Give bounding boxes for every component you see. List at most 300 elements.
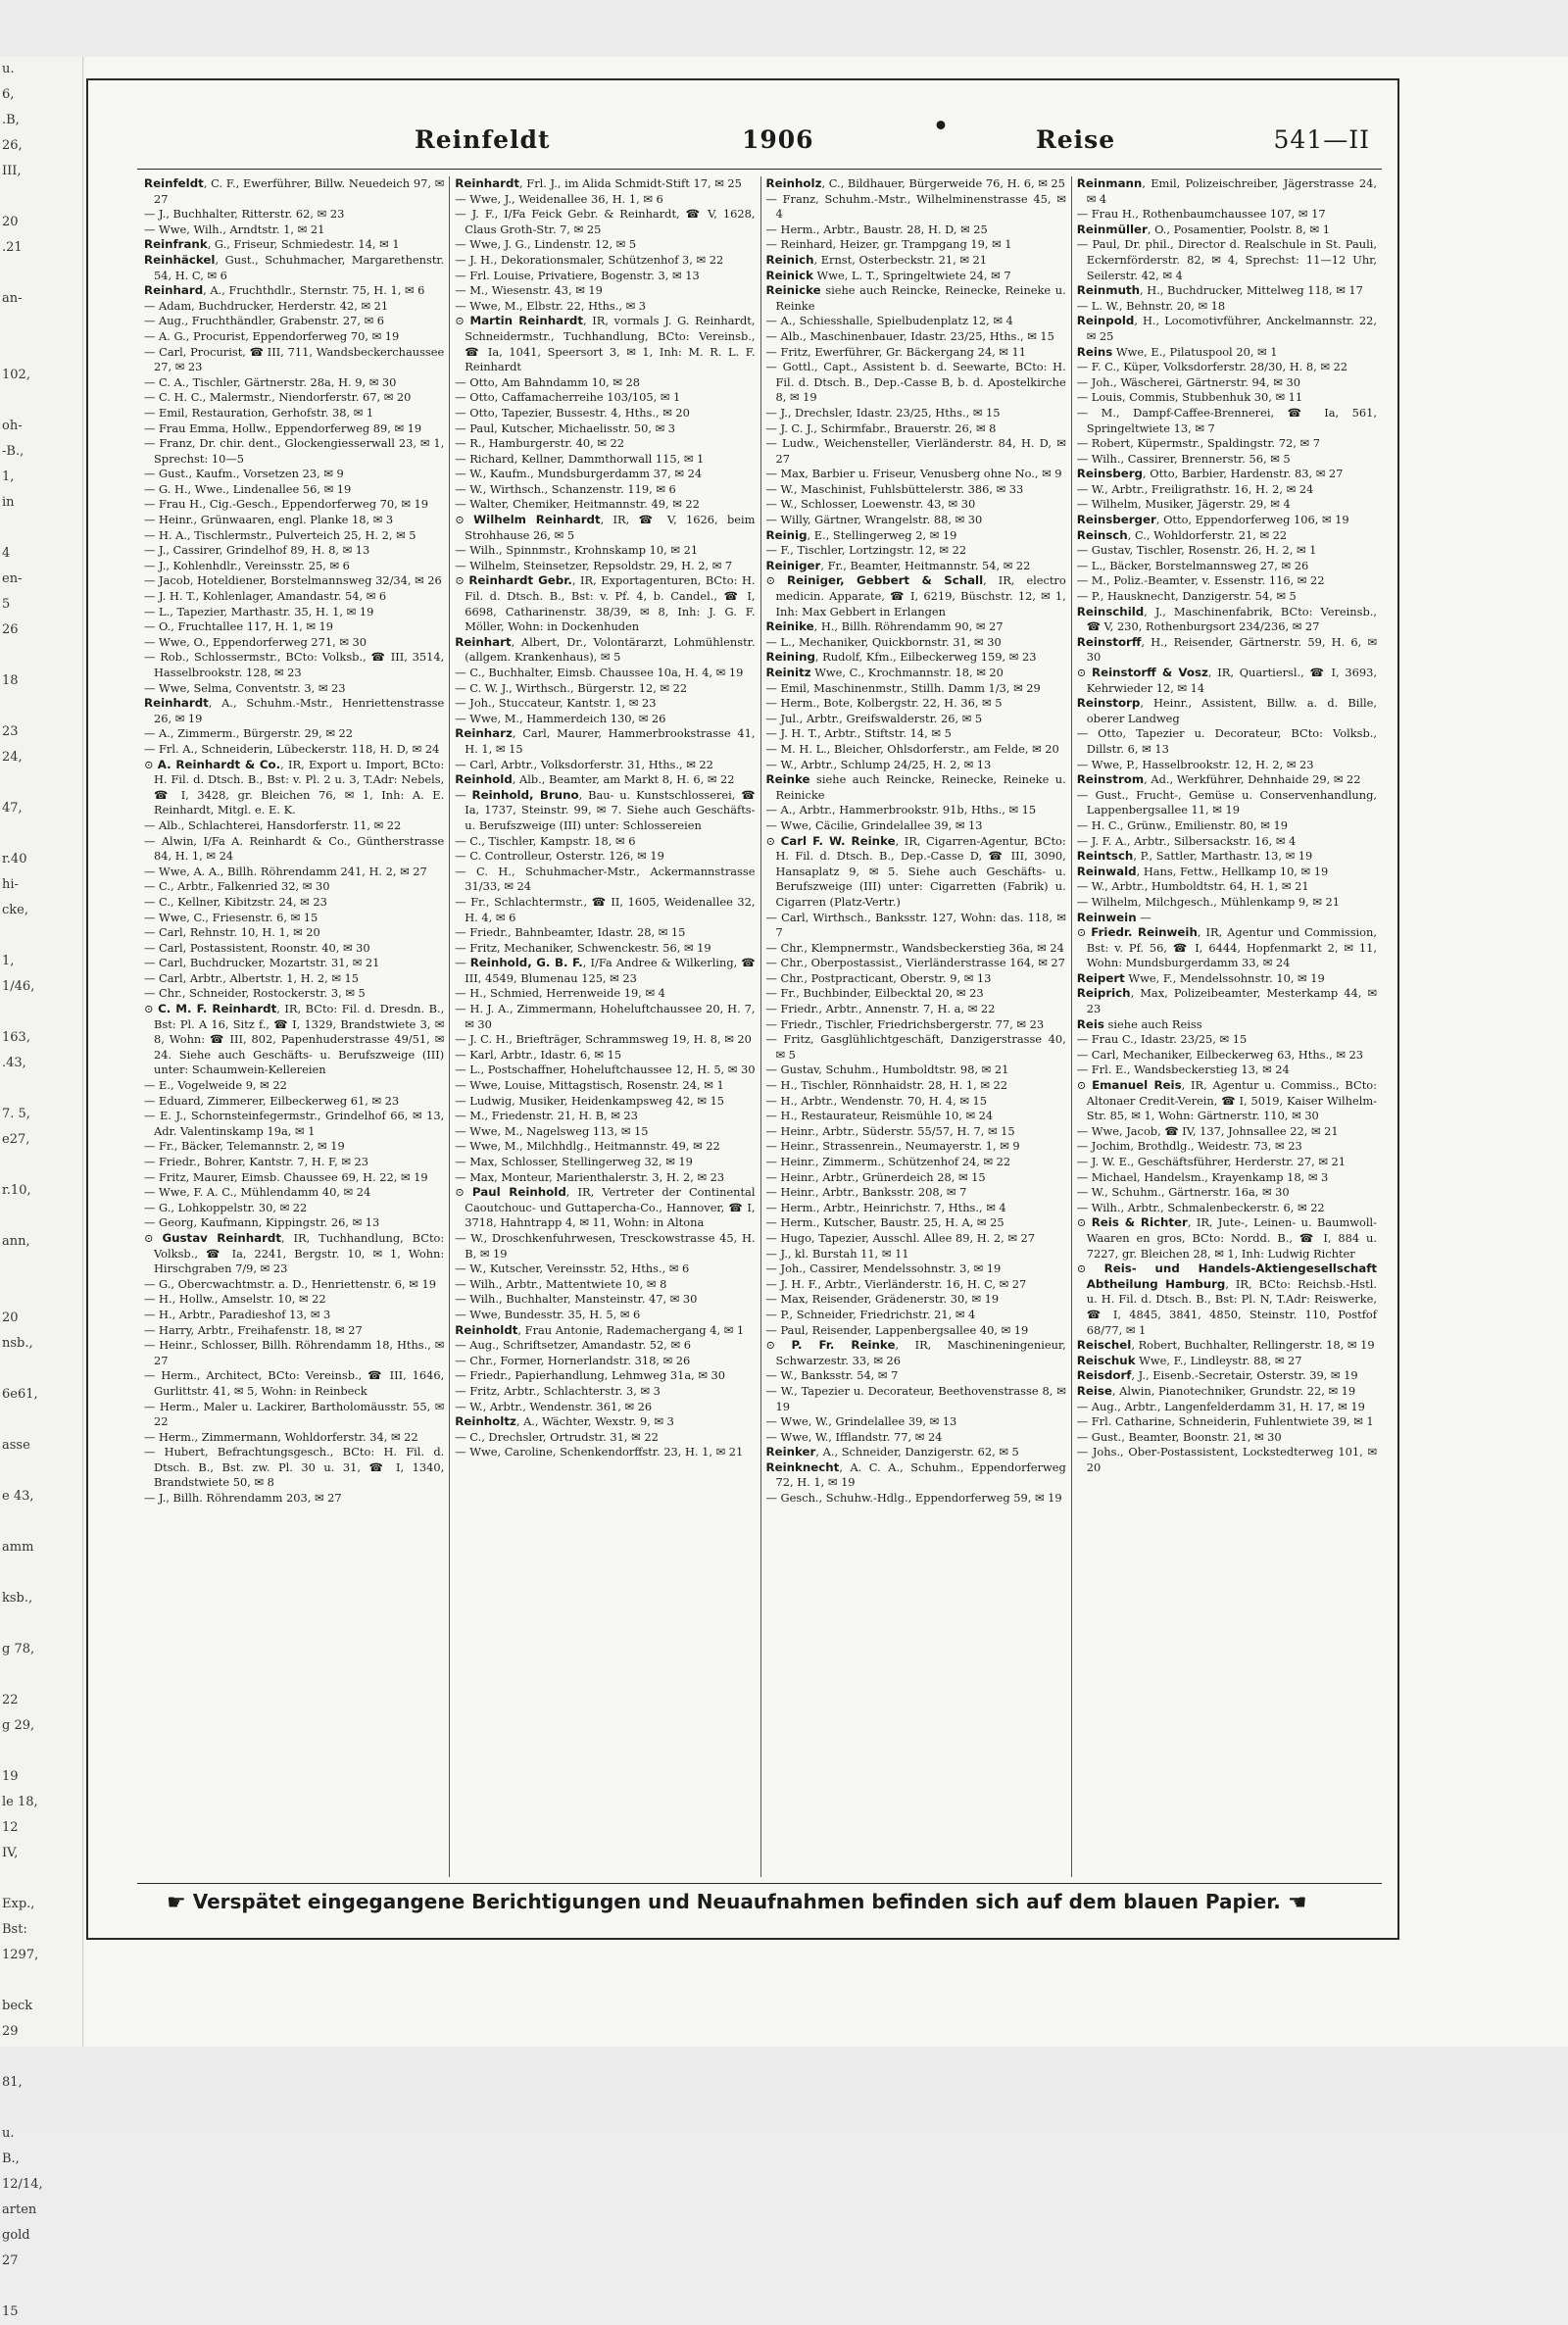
directory-entry: ⊙ C. M. F. Reinhardt, IR, BCto: Fil. d. Dresdn. B., Bst: Pl. A 16, Sitz f., ☎ I, 1329, Brandstwiete 3, ✉ 8, Wohn: ☎ III, 802, Papenhuderstrasse 49/51, ✉ 24. Siehe auch Geschäfts- u. Berufszweige (III) unter: Schaumwein-Kellereien xyxy=(144,1002,445,1077)
directory-entry: — Otto, Tapezier u. Decorateur, BCto: Volksb., Dillstr. 6, ✉ 13 xyxy=(1076,726,1377,756)
directory-entry: — Emil, Maschinenmstr., Stillh. Damm 1/3, ✉ 29 xyxy=(765,680,1041,695)
directory-entry: — J. F. A., Arbtr., Silbersackstr. 16, ✉ 4 xyxy=(1076,833,1297,848)
left-margin-fragment xyxy=(0,1255,82,1280)
directory-entry: — M., Poliz.-Beamter, v. Essenstr. 116, ✉ 22 xyxy=(1076,573,1325,588)
left-margin-fragment xyxy=(0,2045,82,2070)
directory-entry: — Alb., Schlachterei, Hansdorferstr. 11, ✉ 22 xyxy=(144,817,402,832)
directory-entry: — Chr., Former, Hornerlandstr. 318, ✉ 26 xyxy=(455,1353,691,1367)
directory-entry: — Wwe, A. A., Billh. Röhrendamm 241, H. 2, ✉ 27 xyxy=(144,864,427,878)
directory-entry: Reinhardt, Frl. J., im Alida Schmidt-Stift 17, ✉ 25 xyxy=(455,176,742,190)
directory-entry: — Wwe, M., Milchhdlg., Heitmannstr. 49, ✉ 22 xyxy=(455,1139,720,1154)
directory-entry: Reinfrank, G., Friseur, Schmiedestr. 14, ✉ 1 xyxy=(144,237,400,252)
directory-column xyxy=(1072,176,1382,1877)
page-number: 541—II xyxy=(1273,125,1370,154)
directory-entry: — Gust., Frucht-, Gemüse u. Conservenhandlung, Lappenbergsallee 11, ✉ 19 xyxy=(1076,787,1377,817)
directory-entry: — Friedr., Arbtr., Annenstr. 7, H. a, ✉ 22 xyxy=(765,1002,996,1016)
left-margin-fragment: en- xyxy=(2,571,23,586)
directory-entry: — H., Hollw., Amselstr. 10, ✉ 22 xyxy=(144,1292,326,1307)
directory-entry: — Gustav, Tischler, Rosenstr. 26, H. 2, ✉ 1 xyxy=(1076,543,1317,558)
directory-entry: — Max, Barbier u. Friseur, Venusberg ohne No., ✉ 9 xyxy=(765,467,1062,481)
directory-entry: — Heinr., Zimmerm., Schützenhof 24, ✉ 22 xyxy=(765,1155,1011,1168)
left-margin-fragment xyxy=(0,2096,82,2121)
directory-entry: — Wwe, Wilh., Arndtstr. 1, ✉ 21 xyxy=(144,222,325,236)
directory-entry: — L. W., Behnstr. 20, ✉ 18 xyxy=(1076,298,1226,313)
left-margin-fragment: asse xyxy=(2,1438,30,1453)
directory-entry: — Louis, Commis, Stubbenhuk 30, ✉ 11 xyxy=(1076,390,1303,405)
left-margin-fragment: in xyxy=(2,495,15,510)
directory-entry: Reinig, E., Stellingerweg 2, ✉ 19 xyxy=(765,527,957,542)
left-margin-fragment: 6, xyxy=(2,87,15,102)
left-margin-fragment: 24, xyxy=(2,750,23,765)
left-margin-fragment: beck xyxy=(2,1999,33,2013)
left-margin-fragment: cke, xyxy=(2,903,28,917)
left-margin-fragment: g 78, xyxy=(2,1642,35,1657)
directory-entry: — Wwe, M., Nagelsweg 113, ✉ 15 xyxy=(455,1123,649,1138)
left-margin-fragment: 18 xyxy=(2,673,19,688)
directory-entry: — Max, Schlosser, Stellingerweg 32, ✉ 19 xyxy=(455,1155,693,1168)
directory-entry: ⊙ Friedr. Reinweih, IR, Agentur und Commission, Bst: v. Pf. 56, ☎ I, 6444, Hopfenmarkt 2, ✉ 11, Wohn: Mundsburgerdamm 33, ✉ 24 xyxy=(1076,925,1378,970)
directory-entry: — Carl, Rehnstr. 10, H. 1, ✉ 20 xyxy=(144,925,320,940)
directory-entry: — Carl, Wirthsch., Banksstr. 127, Wohn: das. 118, ✉ 7 xyxy=(765,910,1066,940)
directory-entry: — J., kl. Burstah 11, ✉ 11 xyxy=(765,1246,909,1261)
directory-entry: — Wwe, Caroline, Schenkendorffstr. 23, H. 1, ✉ 21 xyxy=(455,1445,744,1459)
directory-entry: — C., Tischler, Kampstr. 18, ✉ 6 xyxy=(455,833,636,848)
directory-entry: — J., Drechsler, Idastr. 23/25, Hths., ✉ 15 xyxy=(765,405,1001,420)
directory-entry: — Paul, Reisender, Lappenbergsallee 40, ✉ 19 xyxy=(765,1322,1029,1337)
directory-column xyxy=(761,176,1072,1877)
directory-entry: — Wilh., Buchhalter, Mansteinstr. 47, ✉ 30 xyxy=(455,1292,698,1307)
directory-entry: — Jochim, Brothdlg., Weidestr. 73, ✉ 23 xyxy=(1076,1139,1302,1154)
left-margin-fragment xyxy=(0,1204,82,1229)
directory-entry: — Harry, Arbtr., Freihafenstr. 18, ✉ 27 xyxy=(144,1322,363,1337)
directory-entry: — Friedr., Papierhandlung, Lehmweg 31a, ✉ 30 xyxy=(455,1368,726,1383)
directory-entry: — Chr., Schneider, Rostockerstr. 3, ✉ 5 xyxy=(144,986,366,1001)
directory-entry: — Alwin, I/Fa A. Reinhardt & Co., Güntherstrasse 84, H. 1, ✉ 24 xyxy=(144,833,445,864)
directory-entry: Reinholz, C., Bildhauer, Bürgerweide 76, H. 6, ✉ 25 xyxy=(765,176,1065,190)
page-header xyxy=(88,112,1392,169)
directory-entry: — J. H. T., Arbtr., Stiftstr. 14, ✉ 5 xyxy=(765,726,952,741)
directory-entry: — W., Arbtr., Freiligrathstr. 16, H. 2, ✉ 24 xyxy=(1076,481,1314,496)
left-margin-fragment: 81, xyxy=(2,2075,23,2090)
directory-entry: — Chr., Klempnermstr., Wandsbeckerstieg 36a, ✉ 24 xyxy=(765,940,1064,955)
left-margin-fragment xyxy=(0,643,82,668)
directory-entry: — Herm., Arbtr., Baustr. 28, H. D, ✉ 25 xyxy=(765,222,988,236)
left-margin-fragment xyxy=(0,1739,82,1764)
directory-entry: Reinmüller, O., Posamentier, Poolstr. 8, ✉ 1 xyxy=(1076,222,1330,236)
directory-entry: — Gust., Kaufm., Vorsetzen 23, ✉ 9 xyxy=(144,467,344,481)
directory-entry: — C. Controlleur, Osterstr. 126, ✉ 19 xyxy=(455,849,664,864)
directory-entry: Reinpold, H., Locomotivführer, Anckelmannstr. 22, ✉ 25 xyxy=(1076,314,1377,343)
directory-entry: — Wwe, J. G., Lindenstr. 12, ✉ 5 xyxy=(455,237,637,252)
directory-entry: — H. J. A., Zimmermann, Hoheluftchaussee 20, H. 7, ✉ 30 xyxy=(455,1002,756,1031)
directory-entry: — E., Vogelweide 9, ✉ 22 xyxy=(144,1078,287,1093)
directory-entry: — Karl, Arbtr., Idastr. 6, ✉ 15 xyxy=(455,1047,622,1062)
directory-entry: — Gust., Beamter, Boonstr. 21, ✉ 30 xyxy=(1076,1429,1282,1444)
directory-entry: — Herm., Zimmermann, Wohldorferstr. 34, ✉ 22 xyxy=(144,1429,418,1444)
directory-entry: — Heinr., Arbtr., Banksstr. 208, ✉ 7 xyxy=(765,1185,967,1200)
directory-entry: — Willy, Gärtner, Wrangelstr. 88, ✉ 30 xyxy=(765,513,983,527)
directory-entry: — F., Tischler, Lortzingstr. 12, ✉ 22 xyxy=(765,543,967,558)
directory-entry: Reinschild, J., Maschinenfabrik, BCto: Vereinsb., ☎ V, 230, Rothenburgsort 234/236, ✉ 27 xyxy=(1076,604,1377,634)
left-margin-fragment xyxy=(0,2274,82,2300)
directory-entry: — J. C. H., Briefträger, Schrammsweg 19, H. 8, ✉ 20 xyxy=(455,1032,752,1047)
directory-entry: ⊙ Martin Reinhardt, IR, vormals J. G. Reinhardt, Schneidermstr., Tuchhandlung, BCto: Vereinsb., ☎ Ia, 1041, Speersort 3, ✉ 1, Inh: M. R. L. F. Reinhardt xyxy=(455,314,756,374)
pointing-hand-right-icon: ☛ xyxy=(167,1891,186,1915)
directory-entry: — Fr., Bäcker, Telemannstr. 2, ✉ 19 xyxy=(144,1139,345,1154)
directory-entry: — Heinr., Arbtr., Süderstr. 55/57, H. 7, ✉ 15 xyxy=(765,1123,1015,1138)
directory-entry: Reinholtz, A., Wächter, Wexstr. 9, ✉ 3 xyxy=(455,1414,674,1429)
directory-entry: Reise, Alwin, Pianotechniker, Grundstr. 22, ✉ 19 xyxy=(1076,1383,1356,1398)
left-margin-fragment xyxy=(0,1153,82,1178)
directory-entry: — Paul, Kutscher, Michaelisstr. 50, ✉ 3 xyxy=(455,420,676,435)
directory-entry: Reinknecht, A. C. A., Schuhm., Eppendorferweg 72, H. 1, ✉ 19 xyxy=(765,1459,1066,1490)
directory-entry: — W., Wirthsch., Schanzenstr. 119, ✉ 6 xyxy=(455,481,676,496)
left-margin-fragment: 12/14, xyxy=(2,2177,43,2192)
directory-entry: — Frl. E., Wandsbeckerstieg 13, ✉ 24 xyxy=(1076,1063,1290,1077)
directory-entry: — Heinr., Grünwaaren, engl. Planke 18, ✉ 3 xyxy=(144,513,394,527)
directory-entry: — W., Arbtr., Schlump 24/25, H. 2, ✉ 13 xyxy=(765,757,992,771)
left-margin-fragment: 20 xyxy=(2,215,19,229)
directory-entry: — Wwe, M., Elbstr. 22, Hths., ✉ 3 xyxy=(455,298,647,313)
directory-entry: Reinhäckel, Gust., Schuhmacher, Margarethenstr. 54, H. C, ✉ 6 xyxy=(144,252,445,282)
left-margin-fragment: 1297, xyxy=(2,1948,39,1962)
directory-entry: — A., Schiesshalle, Spielbudenplatz 12, ✉ 4 xyxy=(765,314,1013,328)
directory-entry: — Chr., Oberpostassist., Vierländerstrasse 164, ✉ 27 xyxy=(765,956,1065,970)
left-margin-fragment: 23 xyxy=(2,724,19,739)
directory-entry: — Fritz, Gasglühlichtgeschäft, Danzigerstrasse 40, ✉ 5 xyxy=(765,1032,1066,1062)
directory-entry: — Fritz, Maurer, Eimsb. Chaussee 69, H. 22, ✉ 19 xyxy=(144,1169,428,1184)
directory-entry: — Max, Monteur, Marienthalerstr. 3, H. 2, ✉ 23 xyxy=(455,1169,725,1184)
left-margin-fragment xyxy=(0,1357,82,1382)
directory-column xyxy=(450,176,760,1877)
directory-entry: — P., Schneider, Friedrichstr. 21, ✉ 4 xyxy=(765,1307,976,1321)
left-margin-fragment: u. xyxy=(2,62,15,76)
footer-notice xyxy=(167,1890,1382,1925)
header-year: 1906 xyxy=(742,125,814,154)
directory-entry: Reinker, A., Schneider, Danzigerstr. 62, ✉ 5 xyxy=(765,1445,1019,1459)
directory-entry: Reis siehe auch Reiss xyxy=(1076,1016,1202,1031)
directory-entry: — Carl, Arbtr., Volksdorferstr. 31, Hths., ✉ 22 xyxy=(455,757,713,771)
directory-entry: ⊙ Reinhardt Gebr., IR, Exportagenturen, BCto: H. Fil. d. Dtsch. B., Bst: v. Pf. 4, b. Candel., ☎ I, 6698, Catharinenstr. 38/39, ✉ 8, Inh: J. G. F. Möller, Wohn: in Dockenhuden xyxy=(455,573,756,634)
directory-entry: — Friedr., Bohrer, Kantstr. 7, H. F, ✉ 23 xyxy=(144,1155,369,1168)
left-page-margin xyxy=(0,57,83,2319)
directory-entry: — Wwe, Louise, Mittagstisch, Rosenstr. 24, ✉ 1 xyxy=(455,1078,724,1093)
left-margin-fragment: 1, xyxy=(2,470,15,484)
directory-entry: — W., Schlosser, Loewenstr. 43, ✉ 30 xyxy=(765,497,976,512)
left-margin-fragment: r.40 xyxy=(2,852,27,866)
directory-entry: — Aug., Schriftsetzer, Amandastr. 52, ✉ 6 xyxy=(455,1338,691,1353)
directory-entry: — J., Buchhalter, Ritterstr. 62, ✉ 23 xyxy=(144,207,345,222)
directory-entry: — Wwe, Jacob, ☎ IV, 137, Johnsallee 22, ✉ 21 xyxy=(1076,1123,1339,1138)
directory-entry: — R., Hamburgerstr. 40, ✉ 22 xyxy=(455,436,625,451)
directory-entry: — H. A., Tischlermstr., Pulverteich 25, H. 2, ✉ 5 xyxy=(144,527,416,542)
directory-entry: — C. W. J., Wirthsch., Bürgerstr. 12, ✉ 22 xyxy=(455,680,688,695)
directory-entry: — Joh., Cassirer, Mendelssohnstr. 3, ✉ 19 xyxy=(765,1261,1002,1276)
left-margin-fragment: r.10, xyxy=(2,1183,31,1198)
left-margin-fragment xyxy=(0,1968,82,1994)
directory-entry: — Herm., Kutscher, Baustr. 25, H. A, ✉ 25 xyxy=(765,1215,1004,1230)
directory-entry: Reiniger, Fr., Beamter, Heitmannstr. 54, ✉ 22 xyxy=(765,558,1031,572)
directory-entry: — W., Maschinist, Fuhlsbüttelerstr. 386, ✉ 33 xyxy=(765,481,1024,496)
left-margin-fragment: arten xyxy=(2,2202,37,2217)
directory-entry: — C. A., Tischler, Gärtnerstr. 28a, H. 9, ✉ 30 xyxy=(144,374,397,389)
directory-entry: — Eduard, Zimmerer, Eilbeckerweg 61, ✉ 23 xyxy=(144,1093,400,1108)
header-last-name: Reise xyxy=(1036,125,1116,154)
left-margin-fragment: gold xyxy=(2,2228,30,2243)
directory-entry: — Frl. Louise, Privatiere, Bogenstr. 3, ✉ 13 xyxy=(455,268,700,282)
left-margin-fragment: nsb., xyxy=(2,1336,33,1351)
left-margin-fragment: Bst: xyxy=(2,1922,27,1937)
left-margin-fragment: B., xyxy=(2,2152,20,2166)
directory-entry: — L., Tapezier, Marthastr. 35, H. 1, ✉ 19 xyxy=(144,604,374,618)
left-margin-fragment xyxy=(0,261,82,286)
directory-entry: — Wwe, F. A. C., Mühlendamm 40, ✉ 24 xyxy=(144,1185,371,1200)
directory-entry: — P., Hausknecht, Danzigerstr. 54, ✉ 5 xyxy=(1076,589,1297,604)
left-margin-fragment xyxy=(0,1560,82,1586)
directory-entry: — Johs., Ober-Postassistent, Lockstedterweg 101, ✉ 20 xyxy=(1076,1445,1377,1474)
directory-entry: ⊙ A. Reinhardt & Co., IR, Export u. Import, BCto: H. Fil. d. Dtsch. B., Bst: v. Pl. 2 u. 3, T.Adr: Nebels, ☎ I, 3428, gr. Bleichen 76, ✉ 1, Inh: A. E. Reinhardt, Mitgl. e. E. K. xyxy=(144,757,445,817)
directory-entry: — Frl. Catharine, Schneiderin, Fuhlentwiete 39, ✉ 1 xyxy=(1076,1414,1374,1429)
directory-entry: ⊙ Reis- und Handels-Aktiengesellschaft Abtheilung Hamburg, IR, BCto: Reichsb.-Hstl. u. H. Fil. d. Dtsch. B., Bst: Pl. N, T.Adr: Reiswerke, ☎ I, 4845, 3841, 4850, Steinstr. 110, Postfof 68/77, ✉ 1 xyxy=(1076,1261,1377,1337)
left-margin-fragment: 26 xyxy=(2,622,19,637)
directory-entry: — Fr., Schlachtermstr., ☎ II, 1605, Weidenallee 32, H. 4, ✉ 6 xyxy=(455,894,756,924)
directory-entry: Reisdorf, J., Eisenb.-Secretair, Osterstr. 39, ✉ 19 xyxy=(1076,1368,1358,1383)
left-margin-fragment xyxy=(0,821,82,847)
directory-entry: — J. W. E., Geschäftsführer, Herderstr. 27, ✉ 21 xyxy=(1076,1155,1347,1168)
left-margin-fragment: 1/46, xyxy=(2,979,35,994)
left-margin-fragment xyxy=(0,184,82,210)
left-margin-fragment xyxy=(0,1408,82,1433)
directory-entry: — J. H., Dekorationsmaler, Schützenhof 3, ✉ 22 xyxy=(455,252,724,267)
directory-entry: — Gustav, Schuhm., Humboldtstr. 98, ✉ 21 xyxy=(765,1063,1009,1077)
directory-entry: — Robert, Küpermstr., Spaldingstr. 72, ✉ 7 xyxy=(1076,436,1320,451)
directory-entry: — F. C., Küper, Volksdorferstr. 28/30, H. 8, ✉ 22 xyxy=(1076,360,1348,374)
directory-entry: — J. C. J., Schirmfabr., Brauerstr. 26, ✉ 8 xyxy=(765,420,997,435)
directory-entry: — Wilhelm, Milchgesch., Mühlenkamp 9, ✉ 21 xyxy=(1076,894,1341,909)
directory-column xyxy=(139,176,450,1877)
directory-entry: — L., Bäcker, Borstelmannsweg 27, ✉ 26 xyxy=(1076,558,1309,572)
directory-entry: — Ludw., Weichensteller, Vierländerstr. 84, H. D, ✉ 27 xyxy=(765,436,1066,466)
directory-entry: — A. G., Procurist, Eppendorferweg 70, ✉ 19 xyxy=(144,328,400,343)
left-margin-fragment xyxy=(0,1000,82,1025)
directory-entry: — Franz, Dr. chir. dent., Glockengiesserwall 23, ✉ 1, Sprechst: 10—5 xyxy=(144,436,445,466)
directory-entry: — Jacob, Hoteldiener, Borstelmannsweg 32/34, ✉ 26 xyxy=(144,573,442,588)
header-first-name: Reinfeldt xyxy=(415,125,551,154)
directory-entry: ⊙ Reis & Richter, IR, Jute-, Leinen- u. Baumwoll-Waaren en gros, BCto: Nordd. B., ☎ I, 884 u. 7227, gr. Bleichen 28, ✉ 1, Inh: Ludwig Richter xyxy=(1076,1215,1377,1261)
directory-entry: — Carl, Procurist, ☎ III, 711, Wandsbeckerchaussee 27, ✉ 23 xyxy=(144,344,445,374)
directory-entry: — M., Wiesenstr. 43, ✉ 19 xyxy=(455,283,603,298)
directory-entry: — Wwe, C., Friesenstr. 6, ✉ 15 xyxy=(144,910,318,924)
directory-entry: — M., Friedenstr. 21, H. B, ✉ 23 xyxy=(455,1109,638,1123)
directory-entry: — Otto, Caffamacherreihe 103/105, ✉ 1 xyxy=(455,390,681,405)
directory-entry: — H., Schmied, Herrenweide 19, ✉ 4 xyxy=(455,986,665,1001)
directory-entry: — W., Kaufm., Mundsburgerdamm 37, ✉ 24 xyxy=(455,467,703,481)
directory-entry: Reinike, H., Billh. Röhrendamm 90, ✉ 27 xyxy=(765,619,1004,634)
directory-entry: Reinhold, Alb., Beamter, am Markt 8, H. 6, ✉ 22 xyxy=(455,772,735,787)
left-margin-fragment: 6e61, xyxy=(2,1387,38,1402)
pointing-hand-left-icon: ☚ xyxy=(1287,1891,1307,1915)
left-margin-fragment: ann, xyxy=(2,1234,30,1249)
directory-entry: — Frl. A., Schneiderin, Lübeckerstr. 118, H. D, ✉ 24 xyxy=(144,741,440,756)
directory-entry: — A., Zimmerm., Bürgerstr. 29, ✉ 22 xyxy=(144,726,353,741)
directory-entry: — J. H. T., Kohlenlager, Amandastr. 54, ✉ 6 xyxy=(144,589,387,604)
left-margin-fragment: 1, xyxy=(2,954,15,968)
left-margin-fragment: hi- xyxy=(2,877,19,892)
directory-entry: — Gottl., Capt., Assistent b. d. Seewarte, BCto: H. Fil. d. Dtsch. B., Dep.-Casse B, b. d. Apostelkirche 8, ✉ 19 xyxy=(765,360,1066,405)
directory-entry: — Friedr., Tischler, Friedrichsbergerstr. 77, ✉ 23 xyxy=(765,1016,1045,1031)
left-margin-fragment xyxy=(0,1509,82,1535)
left-margin-fragment: IV, xyxy=(2,1846,19,1860)
directory-entry: Reinsberg, Otto, Barbier, Hardenstr. 83, ✉ 27 xyxy=(1076,467,1344,481)
directory-entry: Reinhart, Albert, Dr., Volontärarzt, Lohmühlenstr. (allgem. Krankenhaus), ✉ 5 xyxy=(455,634,756,665)
directory-entry: — H., Tischler, Rönnhaidstr. 28, H. 1, ✉ 22 xyxy=(765,1078,1008,1093)
left-margin-fragment: 102, xyxy=(2,368,30,382)
left-margin-fragment xyxy=(0,516,82,541)
directory-entry: ⊙ Reinstorff & Vosz, IR, Quartiersl., ☎ I, 3693, Kehrwieder 12, ✉ 14 xyxy=(1076,666,1377,695)
directory-entry: — C., Drechsler, Ortrudstr. 31, ✉ 22 xyxy=(455,1429,659,1444)
left-margin-fragment xyxy=(0,1662,82,1688)
directory-entry: ⊙ P. Fr. Reinke, IR, Maschineningenieur, Schwarzestr. 33, ✉ 26 xyxy=(765,1338,1066,1367)
left-margin-fragment: le 18, xyxy=(2,1795,38,1809)
directory-entry: — Wwe, M., Hammerdeich 130, ✉ 26 xyxy=(455,711,666,725)
directory-entry: ⊙ Reiniger, Gebbert & Schall, IR, electro medicin. Apparate, ☎ I, 6219, Büschstr. 12, ✉ 1, Inh: Max Gebbert in Erlangen xyxy=(765,573,1066,618)
left-margin-fragment: 163, xyxy=(2,1030,30,1045)
left-margin-fragment xyxy=(0,1866,82,1892)
directory-entry: — Hugo, Tapezier, Ausschl. Allee 89, H. 2, ✉ 27 xyxy=(765,1230,1036,1245)
directory-entry: — Wwe, O., Eppendorferweg 271, ✉ 30 xyxy=(144,634,368,649)
left-margin-fragment: 7. 5, xyxy=(2,1107,30,1121)
directory-entry: — Heinr., Schlosser, Billh. Röhrendamm 18, Hths., ✉ 27 xyxy=(144,1338,445,1367)
directory-entry: — Chr., Postpracticant, Oberstr. 9, ✉ 13 xyxy=(765,970,992,985)
directory-entry: Reischel, Robert, Buchhalter, Rellingerstr. 18, ✉ 19 xyxy=(1076,1338,1375,1353)
directory-entry: ⊙ Carl F. W. Reinke, IR, Cigarren-Agentur, BCto: H. Fil. d. Dtsch. B., Dep.-Casse D, ☎ III, 3090, Hansaplatz 9, ✉ 5. Siehe auch Geschäfts- u. Berufszweige (III) unter: Cigarretten (Fabrik) u. Cigarren (Platz-Vertr.) xyxy=(765,833,1066,909)
directory-entry: — C., Buchhalter, Eimsb. Chaussee 10a, H. 4, ✉ 19 xyxy=(455,666,744,679)
directory-entry: — Franz, Schuhm.-Mstr., Wilhelminenstrasse 45, ✉ 4 xyxy=(765,191,1066,222)
left-margin-fragment: .B, xyxy=(2,113,20,127)
directory-entry: — Wwe, W., Ifflandstr. 77, ✉ 24 xyxy=(765,1429,943,1444)
directory-entry: ⊙ Emanuel Reis, IR, Agentur u. Commiss., BCto: Altonaer Credit-Verein, ☎ I, 5019, Kaiser Wilhelm-Str. 85, ✉ 1, Wohn: Gärtnerstr. 110, ✉ 30 xyxy=(1076,1078,1377,1123)
left-margin-fragment xyxy=(0,1611,82,1637)
footer-text: Verspätet eingegangene Berichtigungen und Neuaufnahmen befinden sich auf dem blauen Papier. xyxy=(192,1890,1281,1913)
directory-entry: ⊙ Gustav Reinhardt, IR, Tuchhandlung, BCto: Volksb., ☎ Ia, 2241, Bergstr. 10, ✉ 1, Wohn: Hirschgraben 7/9, ✉ 23 xyxy=(144,1230,445,1276)
directory-entry: — Fritz, Ewerführer, Gr. Bäckergang 24, ✉ 11 xyxy=(765,344,1026,359)
left-margin-fragment xyxy=(0,923,82,949)
directory-entry: — J., Billh. Röhrendamm 203, ✉ 27 xyxy=(144,1491,342,1506)
directory-entry: — Emil, Restauration, Gerhofstr. 38, ✉ 1 xyxy=(144,405,374,420)
left-margin-fragment xyxy=(0,1459,82,1484)
directory-entry: Reining, Rudolf, Kfm., Eilbeckerweg 159, ✉ 23 xyxy=(765,650,1037,665)
directory-entry: — Reinhold, G. B. F., I/Fa Andree & Wilkerling, ☎ III, 4549, Blumenau 125, ✉ 23 xyxy=(455,956,756,985)
directory-entry: — H., Arbtr., Wendenstr. 70, H. 4, ✉ 15 xyxy=(765,1093,988,1108)
left-margin-fragment: .21 xyxy=(2,240,23,255)
directory-entry: — W., Droschkenfuhrwesen, Tresckowstrasse 45, H. B, ✉ 19 xyxy=(455,1230,756,1261)
directory-entry: Reinwald, Hans, Fettw., Hellkamp 10, ✉ 19 xyxy=(1076,864,1329,878)
directory-entry: Reins Wwe, E., Pilatuspool 20, ✉ 1 xyxy=(1076,344,1278,359)
directory-entry: Reiprich, Max, Polizeibeamter, Mesterkamp 44, ✉ 23 xyxy=(1076,986,1377,1016)
directory-entry: Reinfeldt, C. F., Ewerführer, Billw. Neuedeich 97, ✉ 27 xyxy=(144,176,445,206)
left-margin-fragment: 26, xyxy=(2,138,23,153)
directory-entry: — Ludwig, Musiker, Heidenkampsweg 42, ✉ 15 xyxy=(455,1093,725,1108)
left-margin-fragment xyxy=(0,337,82,363)
directory-entry: — Georg, Kaufmann, Kippingstr. 26, ✉ 13 xyxy=(144,1215,380,1230)
directory-entry: — L., Postschaffner, Hoheluftchaussee 12, H. 5, ✉ 30 xyxy=(455,1063,756,1077)
directory-entry: — Carl, Postassistent, Roonstr. 40, ✉ 30 xyxy=(144,940,370,955)
directory-entry: — Wwe, W., Grindelallee 39, ✉ 13 xyxy=(765,1414,957,1429)
directory-entry: — Hubert, Befrachtungsgesch., BCto: H. Fil. d. Dtsch. B., Bst. zw. Pl. 30 u. 31, ☎ I, 1340, Brandstwiete 50, ✉ 8 xyxy=(144,1445,445,1490)
left-margin-fragment xyxy=(0,388,82,414)
left-margin-fragment: 15 xyxy=(2,2304,19,2319)
directory-entry: — Richard, Kellner, Dammthorwall 115, ✉ 1 xyxy=(455,451,705,466)
left-margin-fragment: 4 xyxy=(2,546,11,561)
left-margin-fragment: u. xyxy=(2,2126,15,2141)
left-margin-fragment: 22 xyxy=(2,1693,19,1707)
directory-entry: — J. H. F., Arbtr., Vierländerstr. 16, H. C, ✉ 27 xyxy=(765,1276,1027,1291)
directory-entry: — Fritz, Mechaniker, Schwenckestr. 56, ✉ 19 xyxy=(455,940,711,955)
left-margin-fragment: e 43, xyxy=(2,1489,34,1504)
directory-entry: — Joh., Stuccateur, Kantstr. 1, ✉ 23 xyxy=(455,696,657,711)
left-margin-fragment: 12 xyxy=(2,1820,19,1835)
directory-entry: Reinmann, Emil, Polizeischreiber, Jägerstrasse 24, ✉ 4 xyxy=(1076,176,1377,206)
directory-entry: — C. H., Schuhmacher-Mstr., Ackermannstrasse 31/33, ✉ 24 xyxy=(455,864,756,894)
directory-entry: — Wwe, P., Hasselbrookstr. 12, H. 2, ✉ 23 xyxy=(1076,757,1314,771)
directory-entry: — Jul., Arbtr., Greifswalderstr. 26, ✉ 5 xyxy=(765,711,983,725)
directory-entry: Reischuk Wwe, F., Lindleystr. 88, ✉ 27 xyxy=(1076,1353,1302,1367)
directory-entry: — Otto, Tapezier, Bussestr. 4, Hths., ✉ 20 xyxy=(455,405,690,420)
directory-entry: — Rob., Schlossermstr., BCto: Volksb., ☎ III, 3514, Hasselbrookstr. 128, ✉ 23 xyxy=(144,650,445,679)
directory-entry: Reipert Wwe, F., Mendelssohnstr. 10, ✉ 19 xyxy=(1076,970,1325,985)
directory-entry: — Gesch., Schuhw.-Hdlg., Eppendorferweg 59, ✉ 19 xyxy=(765,1491,1062,1506)
directory-entry: — Fr., Buchbinder, Eilbecktal 20, ✉ 23 xyxy=(765,986,984,1001)
directory-entry: — Wilhelm, Steinsetzer, Repsoldstr. 29, H. 2, ✉ 7 xyxy=(455,558,733,572)
directory-entry: — Wilh., Cassirer, Brennerstr. 56, ✉ 5 xyxy=(1076,451,1291,466)
directory-entry: — J., Cassirer, Grindelhof 89, H. 8, ✉ 13 xyxy=(144,543,370,558)
directory-entry: — Wilh., Arbtr., Schmalenbeckerstr. 6, ✉ 22 xyxy=(1076,1200,1325,1214)
directory-entry: Reinick Wwe, L. T., Springeltwiete 24, ✉ 7 xyxy=(765,268,1011,282)
directory-entry: — G., Obercwachtmstr. a. D., Henriettenstr. 6, ✉ 19 xyxy=(144,1276,436,1291)
directory-entry: — Walter, Chemiker, Heitmannstr. 49, ✉ 22 xyxy=(455,497,700,512)
directory-entry: Reinhardt, A., Schuhm.-Mstr., Henriettenstrasse 26, ✉ 19 xyxy=(144,696,445,725)
left-margin-fragment: 19 xyxy=(2,1769,19,1784)
directory-entry: — H. C., Grünw., Emilienstr. 80, ✉ 19 xyxy=(1076,817,1288,832)
directory-entry: — Max, Reisender, Grädenerstr. 30, ✉ 19 xyxy=(765,1292,1000,1307)
left-margin-fragment: 47, xyxy=(2,801,23,816)
left-margin-fragment: .43, xyxy=(2,1056,26,1070)
directory-entry: — Aug., Fruchthändler, Grabenstr. 27, ✉ 6 xyxy=(144,314,384,328)
directory-entry: — Carl, Arbtr., Albertstr. 1, H. 2, ✉ 15 xyxy=(144,970,360,985)
left-margin-fragment xyxy=(0,1076,82,1102)
directory-entry: — A., Arbtr., Hammerbrookstr. 91b, Hths., ✉ 15 xyxy=(765,803,1037,817)
directory-entry: — G. H., Wwe., Lindenallee 56, ✉ 19 xyxy=(144,481,352,496)
directory-entry: Reinholdt, Frau Antonie, Rademachergang 4, ✉ 1 xyxy=(455,1322,745,1337)
directory-entry: — J. F., I/Fa Feick Gebr. & Reinhardt, ☎ V, 1628, Claus Groth-Str. 7, ✉ 25 xyxy=(455,207,756,236)
directory-entry: — Alb., Maschinenbauer, Idastr. 23/25, Hths., ✉ 15 xyxy=(765,328,1054,343)
left-margin-fragment: g 29, xyxy=(2,1718,35,1733)
directory-entry: — Wwe, Selma, Conventstr. 3, ✉ 23 xyxy=(144,680,346,695)
directory-entry: — Adam, Buchdrucker, Herderstr. 42, ✉ 21 xyxy=(144,298,389,313)
directory-entry: — Frau C., Idastr. 23/25, ✉ 15 xyxy=(1076,1032,1248,1047)
directory-entry: — Reinhard, Heizer, gr. Trampgang 19, ✉ 1 xyxy=(765,237,1012,252)
directory-entry: — G., Lohkoppelstr. 30, ✉ 22 xyxy=(144,1200,308,1214)
directory-entry: — C., Arbtr., Falkenried 32, ✉ 30 xyxy=(144,879,330,894)
left-margin-fragment xyxy=(0,1280,82,1306)
directory-entry: — Heinr., Arbtr., Grünerdeich 28, ✉ 15 xyxy=(765,1169,986,1184)
left-margin-fragment: 29 xyxy=(2,2024,19,2039)
directory-entry: ⊙ Paul Reinhold, IR, Vertreter der Continental Caoutchouc- und Guttapercha-Co., Hannover, ☎ I, 3718, Hahntrapp 4, ✉ 11, Wohn: in Altona xyxy=(455,1185,756,1230)
directory-entry: — Frau H., Rothenbaumchaussee 107, ✉ 17 xyxy=(1076,207,1326,222)
directory-entry: Reinhard, A., Fruchthdlr., Sternstr. 75, H. 1, ✉ 6 xyxy=(144,283,425,298)
directory-entry: Reinharz, Carl, Maurer, Hammerbrookstrasse 41, H. 1, ✉ 15 xyxy=(455,726,756,756)
directory-entry: — E. J., Schornsteinfegermstr., Grindelhof 66, ✉ 13, Adr. Valentinskamp 19a, ✉ 1 xyxy=(144,1109,445,1138)
